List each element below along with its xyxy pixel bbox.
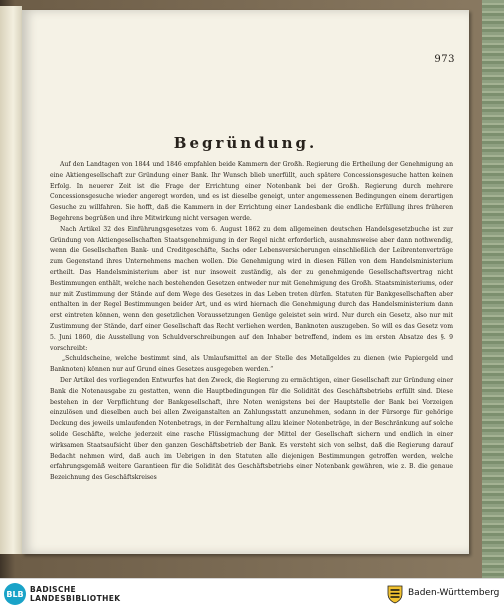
blb-logo-icon[interactable]: BLB: [4, 583, 26, 605]
book-cover-edge: [482, 0, 504, 578]
quotation: „Schuldscheine, welche bestimmt sind, als Umlaufsmittel an der Stelle des Metallgeldes zu dienen (wie Papiergeld und Banknoten) können nur auf Grund eines Gesetzes ausgegeben werden.“: [50, 355, 453, 374]
document-page: [22, 10, 469, 554]
state-name[interactable]: Baden-Württemberg: [408, 588, 500, 598]
library-name-line2: LANDESBIBLIOTHEK: [30, 594, 121, 603]
paragraph: Auf den Landtagen von 1844 und 1846 empfahlen beide Kammern der Großh. Regierung die Ertheilung der Genehmigung an eine Aktiengesellschaft zur Gründung einer Bank. Ihr Wunsch blieb unerfüllt, auch spätere Concessionsgesuche hatten keinen Erfolg. In neuerer Zeit ist die Frage der Errichtung einer Notenbank bei der Großh. Regierung durch mehrere Concessionsgesuche wieder angeregt worden, und es ist dieselbe geneigt, unter angemessenen Bedingungen einem derartigen Gesuche zu willfahren. Sie hofft, daß die Kammern in der Errichtung einer Landesbank die endliche Erfüllung ihres früheren Begehrens begrüßen und ihre Mitwirkung nicht versagen werde.: [50, 161, 453, 222]
paragraph: Der Artikel des vorliegenden Entwurfes hat den Zweck, die Regierung zu ermächtigen, einer Gesellschaft zur Gründung einer Bank die Notenausgabe zu gestatten, wenn die Hauptbedingungen für die Solidität des Geschäftsbetriebs erfüllt sind. Diese bestehen in der Verpflichtung der Bankgesellschaft, ihre Noten wenigstens bei der Hauptstelle der Bank bei Vorzeigen einzulösen und dieselben auch bei allen Zweiganstalten an Zahlungsstatt anzunehmen, sodann in der Fürsorge für gehörige Deckung des jeweils umlaufenden Notenbetrags, in der Fernhaltung allzu kleiner Notenbeträge, in der Beschränkung auf solche solide Geschäfte, welche jederzeit eine rasche Flüssigmachung der Mittel der Gesellschaft sichern und endlich in einer wirksamen Staatsaufsicht über den ganzen Geschäftsbetrieb der Bank. Es versteht sich von selbst, daß die Regierung darauf Bedacht nehmen wird, daß auch im Uebrigen in den Statuten alle diejenigen Bestimmungen getroffen werden, welche erfahrungsgemäß weitere Garantieen für die Solidität des Geschäftsbetriebs einer Notenbank gewähren, wie z. B. die genaue Bezeichnung des Geschäftskreises: [50, 376, 453, 482]
left-page-stack: [0, 6, 22, 554]
page-number: 973: [434, 54, 455, 65]
body-text: [50, 160, 453, 484]
coat-of-arms-icon[interactable]: [386, 584, 404, 604]
library-name[interactable]: [30, 585, 121, 603]
page-heading: Begründung.: [173, 134, 318, 152]
footer-bar: [0, 578, 504, 608]
library-name-line1: BADISCHE: [30, 585, 77, 594]
paragraph: Nach Artikel 32 des Einführungsgesetzes vom 6. August 1862 zu dem allgemeinen deutschen Handelsgesetzbuche ist zur Gründung von Aktiengesellschaften Staatsgenehmigung in der Regel nicht erforderlich, ausnahmsweise aber dann nothwendig, wenn die Gesellschaften Bank- und Creditgeschäfte, Sachs oder Lebensversicherungen einschließlich der Leibrentenverträge zum Gegenstand ihres Unternehmens machen wollen. Die Genehmigung wird in diesen Fällen von dem Handelsministerium ertheilt. Das Handelsministerium aber ist nur insoweit zuständig, als der zu genehmigende Gesellschaftsvertrag nicht Bestimmungen enthält, welche nach bestehenden Gesetzen entweder nur mit Genehmigung des Großh. Staatsministeriums, oder nur mit Zustimmung der Stände auf dem Wege des Gesetzes in das Leben treten dürfen. Statuten für Bankgesellschaften aber enthalten in der Regel Bestimmungen beider Art, und es wird hiernach die Genehmigung durch das Handelsministerium dann erst eintreten können, wenn den gesetzlichen Voraussetzungen Genüge geleistet sein wird. Nur durch ein Gesetz, also nur mit Zustimmung der Stände, darf einer Gesellschaft das Recht verliehen werden, Banknoten auszugeben. So will es das Gesetz vom 5. Juni 1860, die Ausstellung von Schuldverschreibungen auf den Inhaber betreffend, indem es im ersten Absatze des §. 9 vorschreibt:: [50, 225, 453, 352]
